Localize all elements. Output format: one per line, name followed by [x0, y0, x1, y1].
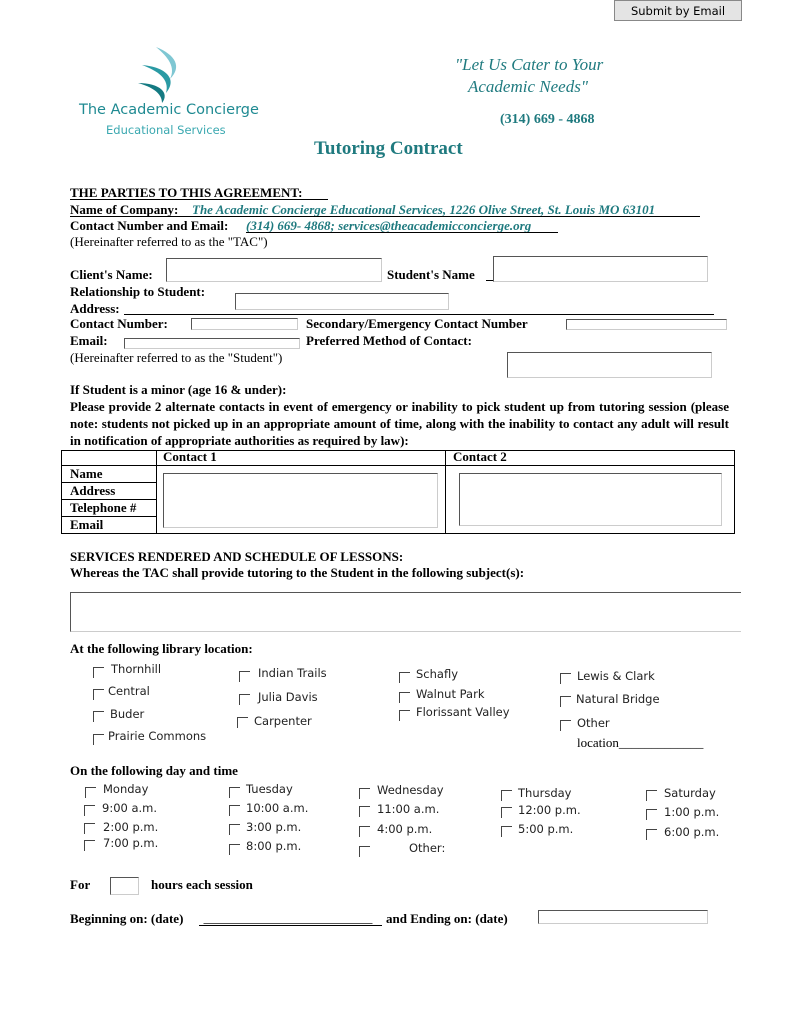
logo-name: The Academic Concierge — [79, 102, 259, 118]
preferred-contact-input[interactable] — [507, 352, 712, 378]
day-heading: On the following day and time — [70, 763, 238, 778]
library-lewis-clark: Lewis & Clark — [577, 669, 655, 683]
students-name-input[interactable] — [493, 256, 708, 282]
page-title: Tutoring Contract — [314, 138, 463, 159]
time-2pm: 2:00 p.m. — [103, 820, 159, 834]
contact-1-input[interactable] — [163, 473, 438, 528]
students-name-label: Student's Name — [387, 267, 475, 282]
time-8pm: 8:00 p.m. — [246, 839, 302, 853]
time-12pm: 12:00 p.m. — [518, 803, 581, 817]
clients-name-label: Client's Name: — [70, 267, 153, 282]
phone-number: (314) 669 - 4868 — [500, 112, 595, 127]
logo-leaf-icon — [136, 45, 188, 105]
checkbox-11am[interactable] — [359, 806, 370, 817]
day-thursday: Thursday — [518, 786, 572, 800]
row-label-address: Address — [70, 483, 116, 498]
checkbox-8pm[interactable] — [229, 844, 240, 855]
checkbox-10am[interactable] — [229, 805, 240, 816]
day-saturday: Saturday — [664, 786, 716, 800]
services-heading: SERVICES RENDERED AND SCHEDULE OF LESSONS: — [70, 549, 404, 564]
library-florissant-valley: Florissant Valley — [416, 705, 510, 719]
time-6pm: 6:00 p.m. — [664, 825, 720, 839]
email-input[interactable] — [124, 338, 300, 349]
time-4pm: 4:00 p.m. — [377, 822, 433, 836]
whereas-text: Whereas the TAC shall provide tutoring to the Student in the following subject(s): — [70, 565, 525, 580]
library-other: Other — [577, 716, 610, 730]
library-thornhill: Thornhill — [111, 662, 162, 676]
checkbox-natural-bridge[interactable] — [560, 696, 571, 707]
slogan-line-1: "Let Us Cater to Your — [455, 55, 604, 74]
library-prairie-commons: Prairie Commons — [108, 729, 207, 743]
clients-name-input[interactable] — [166, 258, 382, 282]
student-note: (Hereinafter referred to as the "Student") — [70, 350, 283, 365]
checkbox-1pm[interactable] — [646, 809, 657, 820]
library-indian-trails: Indian Trails — [258, 666, 327, 680]
logo-subtitle: Educational Services — [106, 123, 226, 137]
checkbox-tuesday[interactable] — [229, 787, 240, 798]
checkbox-indian-trails[interactable] — [239, 671, 250, 682]
library-heading: At the following library location: — [70, 641, 253, 656]
day-monday: Monday — [103, 782, 149, 796]
checkbox-9am[interactable] — [84, 805, 95, 816]
company-label: Name of Company: — [70, 202, 179, 217]
checkbox-monday[interactable] — [85, 787, 96, 798]
email-label: Email: — [70, 333, 108, 348]
checkbox-7pm[interactable] — [84, 840, 95, 851]
checkbox-other-time[interactable] — [359, 846, 370, 857]
ending-label: and Ending on: (date) — [386, 911, 508, 926]
hours-label: hours each session — [151, 877, 253, 892]
parties-heading: THE PARTIES TO THIS AGREEMENT: — [70, 185, 303, 200]
time-7pm: 7:00 p.m. — [103, 836, 159, 850]
library-central: Central — [108, 684, 150, 698]
contact-1-header: Contact 1 — [163, 449, 217, 464]
checkbox-12pm[interactable] — [501, 807, 512, 818]
checkbox-lewis-clark[interactable] — [560, 673, 571, 684]
slogan-line-2: Academic Needs" — [468, 77, 588, 96]
checkbox-schafly[interactable] — [399, 672, 410, 683]
row-label-email: Email — [70, 517, 104, 532]
time-1pm: 1:00 p.m. — [664, 805, 720, 819]
contact-label: Contact Number and Email: — [70, 218, 229, 233]
beginning-date-input[interactable] — [203, 910, 373, 924]
time-11am: 11:00 a.m. — [377, 802, 440, 816]
contact-value: (314) 669- 4868; services@theacademicconcierge.org — [246, 218, 532, 233]
secondary-contact-label: Secondary/Emergency Contact Number — [306, 316, 528, 331]
beginning-label: Beginning on: (date) — [70, 911, 184, 926]
time-10am: 10:00 a.m. — [246, 801, 309, 815]
time-other: Other: — [409, 841, 446, 855]
checkbox-2pm[interactable] — [84, 823, 95, 834]
ending-date-input[interactable] — [538, 910, 708, 924]
checkbox-3pm[interactable] — [229, 824, 240, 835]
library-julia-davis: Julia Davis — [258, 690, 318, 704]
checkbox-central[interactable] — [93, 689, 104, 700]
company-value: The Academic Concierge Educational Services, 1226 Olive Street, St. Louis MO 63101 — [192, 202, 656, 217]
checkbox-carpenter[interactable] — [237, 717, 248, 728]
contact-2-header: Contact 2 — [453, 449, 507, 464]
relationship-input[interactable] — [235, 293, 449, 310]
contact-number-input[interactable] — [191, 318, 298, 330]
checkbox-thornhill[interactable] — [93, 667, 104, 678]
minor-text: Please provide 2 alternate contacts in event of emergency or inability to pick student up from tutoring session (please note: students not picked up in an appropriate amount of time, along with the inability to contact any adult will result in notification of appropriate authorities as required by law): — [70, 399, 729, 448]
day-wednesday: Wednesday — [377, 783, 444, 797]
row-label-name: Name — [70, 466, 103, 481]
time-9am: 9:00 a.m. — [102, 801, 158, 815]
checkbox-saturday[interactable] — [646, 790, 657, 801]
tac-note: (Hereinafter referred to as the "TAC") — [70, 234, 268, 249]
preferred-contact-label: Preferred Method of Contact: — [306, 333, 472, 348]
time-3pm: 3:00 p.m. — [246, 820, 302, 834]
for-label: For — [70, 877, 91, 892]
row-label-telephone: Telephone # — [70, 500, 137, 515]
time-5pm: 5:00 p.m. — [518, 822, 574, 836]
submit-by-email-button[interactable]: Submit by Email — [614, 0, 742, 21]
minor-heading: If Student is a minor (age 16 & under): — [70, 382, 287, 397]
library-buder: Buder — [110, 707, 145, 721]
day-tuesday: Tuesday — [246, 782, 293, 796]
checkbox-florissant-valley[interactable] — [399, 710, 410, 721]
checkbox-5pm[interactable] — [501, 826, 512, 837]
checkbox-julia-davis[interactable] — [239, 694, 250, 705]
relationship-label: Relationship to Student: — [70, 284, 206, 299]
checkbox-6pm[interactable] — [646, 829, 657, 840]
checkbox-wednesday[interactable] — [359, 788, 370, 799]
secondary-contact-input[interactable] — [566, 319, 727, 330]
library-walnut-park: Walnut Park — [416, 687, 485, 701]
contact-2-input[interactable] — [459, 473, 722, 526]
library-schafly: Schafly — [416, 667, 459, 681]
checkbox-other-location[interactable] — [560, 720, 571, 731]
subjects-input[interactable] — [70, 592, 741, 632]
checkbox-buder[interactable] — [93, 711, 104, 722]
checkbox-thursday[interactable] — [501, 790, 512, 801]
checkbox-4pm[interactable] — [359, 826, 370, 837]
library-natural-bridge: Natural Bridge — [576, 692, 660, 706]
checkbox-walnut-park[interactable] — [399, 692, 410, 703]
library-carpenter: Carpenter — [254, 714, 312, 728]
other-location-line: location_____________ — [577, 735, 704, 750]
contact-number-label: Contact Number: — [70, 316, 168, 331]
hours-input[interactable] — [110, 877, 139, 895]
checkbox-prairie-commons[interactable] — [93, 734, 104, 745]
address-label: Address: — [70, 301, 120, 316]
